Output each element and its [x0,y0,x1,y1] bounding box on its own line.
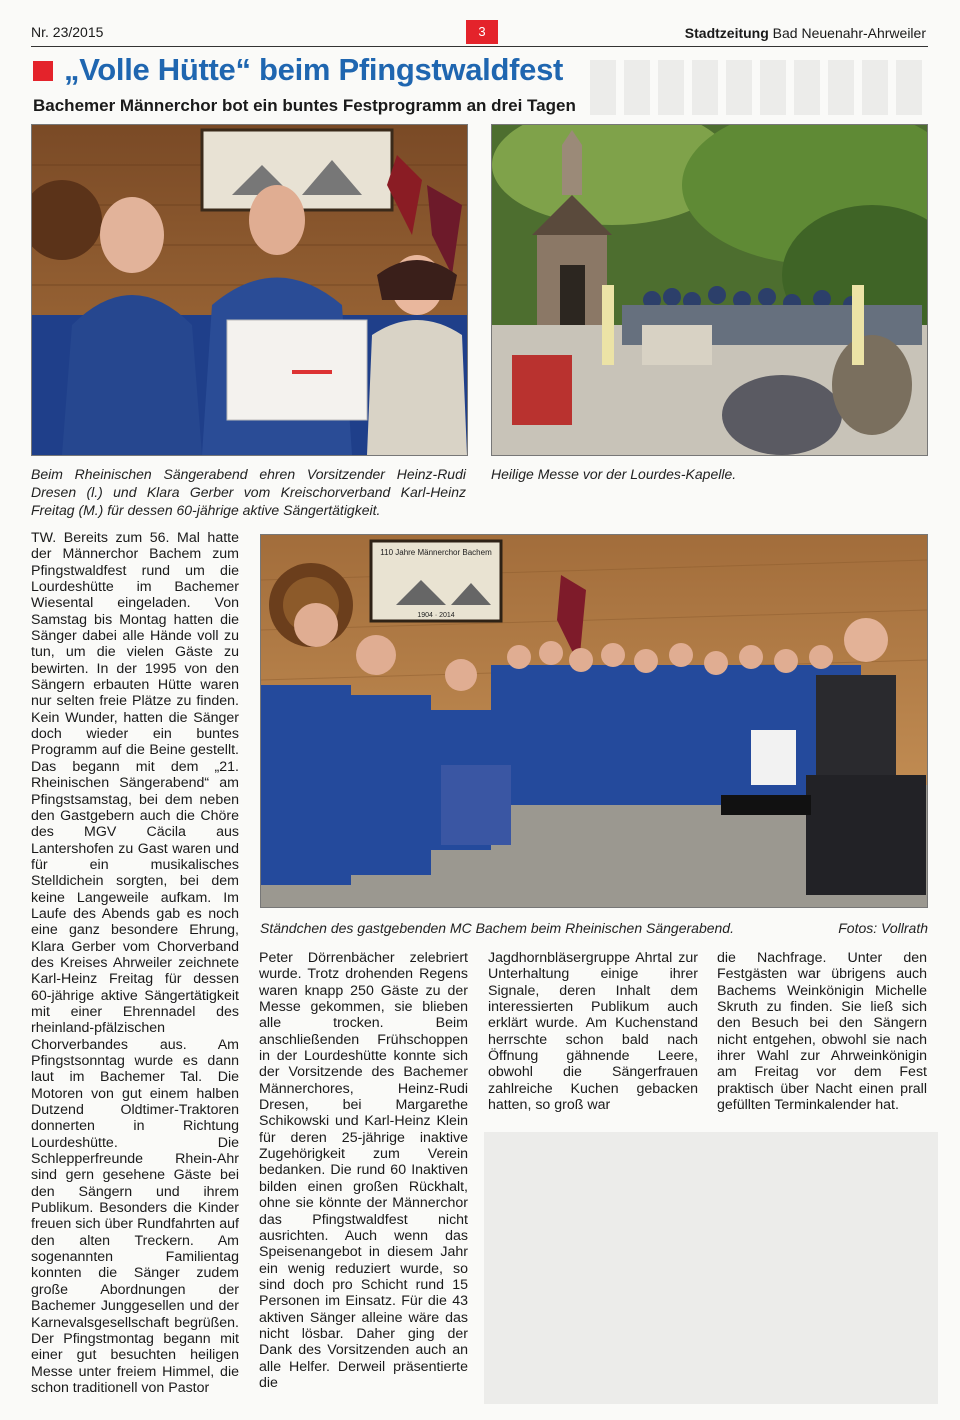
photo-honoring [31,124,468,456]
page-number-badge: 3 [466,20,498,44]
article-column-1 [31,530,239,1400]
article-column-4-text: die Nachfrage. Unter den Festgästen war übrigens auch Bachems Weinkönigin Michelle Skruth zu finden. Sie ließ sich den Besuch bei den Sängern nicht entgehen, obwohl sie nach ihrer Wahl zur Ahrweinkönigin am Freitag vor dem Fest praktisch über Nacht einen prall gefüllten Terminkalender hat. [717,950,927,1114]
newspaper-name-city: Bad Neuenahr-Ahrweiler [768,25,926,41]
photo-choir-image [261,535,927,907]
article-title: „Volle Hütte“ beim Pfingstwaldfest [64,52,564,87]
photo-choir [260,534,928,908]
choir-banner-text: 110 Jahre Männerchor Bachem [380,548,492,557]
photo-choir-caption: Ständchen des gastgebenden MC Bachem beim Rheinischen Sängerabend. [260,920,734,936]
article-column-1-text: TW. Bereits zum 56. Mal hatte der Männerchor Bachem zum Pfingstwaldfest rund um die Lourdeshütte im Bachemer Wiesental eingeladen. Von Samstag bis Montag hatten die Sänger dabei alle Hände voll zu tun, um die vielen Gäste zu bewirten. In der 1995 von den Sängern erbauten Hütte waren nur selten freie Plätze zu finden. Kein Wunder, hatten die Sänger doch wieder ein buntes Programm auf die Beine gestellt. Das begann mit dem „21. Rheinischen Sängerabend“ am Pfingstsamstag, bei dem neben den Gastgebern auch die Chöre des MGV Cäcila aus Lantershofen zu Gast waren und für ein musikalisches Stelldichein sorgten, bei dem keine Langeweile aufkam. Im Laufe des Abends gab es noch eine ganz besondere Ehrung, Klara Gerber vom Chorverband des Kreises Ahrweiler zeichnete Karl-Heinz Freitag für dessen 60-jährige aktive Sängertätigkeit mit einer Ehrennadel des rheinland-pfälzischen Chorverbandes aus. Am Pfingstsonntag wurde es dann laut im Bachemer Tal. Die Motoren von gut einem halben Dutzend Oldtimer-Traktoren donnerten in Richtung Lourdeshütte. Die Schlepperfreunde Rhein-Ahr sind gern gesehene Gäste bei den Sängern und ihrem Publikum. Besonders die Kinder freuen sich über Rundfahrten auf den alten Treckern. Am sogenannten Familientag konnten die Sänger zudem große Abordnungen der Bachemer Junggesellen und der Karnevalsgesellschaft begrüßen. Der Pfingstmontag begann mit einer gut besuchten heiligen Messe unter freiem Himmel, die schon traditionell von Pastor [31,530,239,1396]
article-column-3-text: Jagdhornbläsergruppe Ahrtal zur Unterhaltung einige ihrer Signale, deren Inhalt dem interessierten Publikum auch erklärt wurde. Am Kuchenstand herrschte schon bald nach Öffnung gähnende Leere, obwohl die Sängerfrauen zahlreiche Kuchen gebacken hatten, so groß war [488,950,698,1114]
photo-chapel-caption: Heilige Messe vor der Lourdes-Kapelle. [491,466,737,482]
newspaper-name [685,25,926,41]
newspaper-name-bold: Stadtzeitung [684,25,769,41]
headline-marker [33,61,53,81]
photo-credit: Fotos: Vollrath [838,920,928,936]
empty-ad-space [484,1132,938,1404]
article-subtitle: Bachemer Männerchor bot ein buntes Festprogramm an drei Tagen [33,96,576,115]
choir-banner-years: 1904 · 2014 [417,612,455,619]
header-rule [31,46,928,47]
photo-chapel-mass [491,124,928,456]
article-column-2 [259,950,468,1400]
issue-number: Nr. 23/2015 [31,24,104,40]
bleed-through-decoration [590,60,930,115]
article-column-2-text: Peter Dörrenbächer zelebriert wurde. Trotz drohenden Regens waren knapp 250 Gäste zu der Messe gekommen, sie blieben alle trocken. Beim anschließenden Frühschoppen in der Lourdeshütte konnte sich der Vorsitzende des Bachemer Männerchores, Heinz-Rudi Dresen, bei Margarethe Schikowski und Karl-Heinz Klein für deren 25-jährige inaktive Zugehörigkeit zum Verein bedanken. Die rund 60 Inaktiven bilden einen großen Rückhalt, ohne sie könnte der Männerchor das Pfingstwaldfest nicht ausrichten. Auch wenn das Speisenangebot in diesem Jahr ein wenig reduziert wurde, so sind doch pro Schicht rund 15 Personen im Einsatz. Für die 43 aktiven Sänger alleine wäre das nicht lösbar. Daher ging der Dank des Vorsitzenden auch an alle Helfer. Derweil präsentierte die [259,950,468,1391]
photo-honoring-image [32,125,467,455]
article-column-4 [717,950,927,1128]
photo-honoring-caption: Beim Rheinischen Sängerabend ehren Vorsitzender Heinz-Rudi Dresen (l.) und Klara Gerber vom Kreischorverband Karl-Heinz Freitag (M.) für dessen 60-jährige aktive Sängertätigkeit. [31,466,466,518]
photo-chapel-image [492,125,927,455]
article-column-3 [488,950,698,1128]
